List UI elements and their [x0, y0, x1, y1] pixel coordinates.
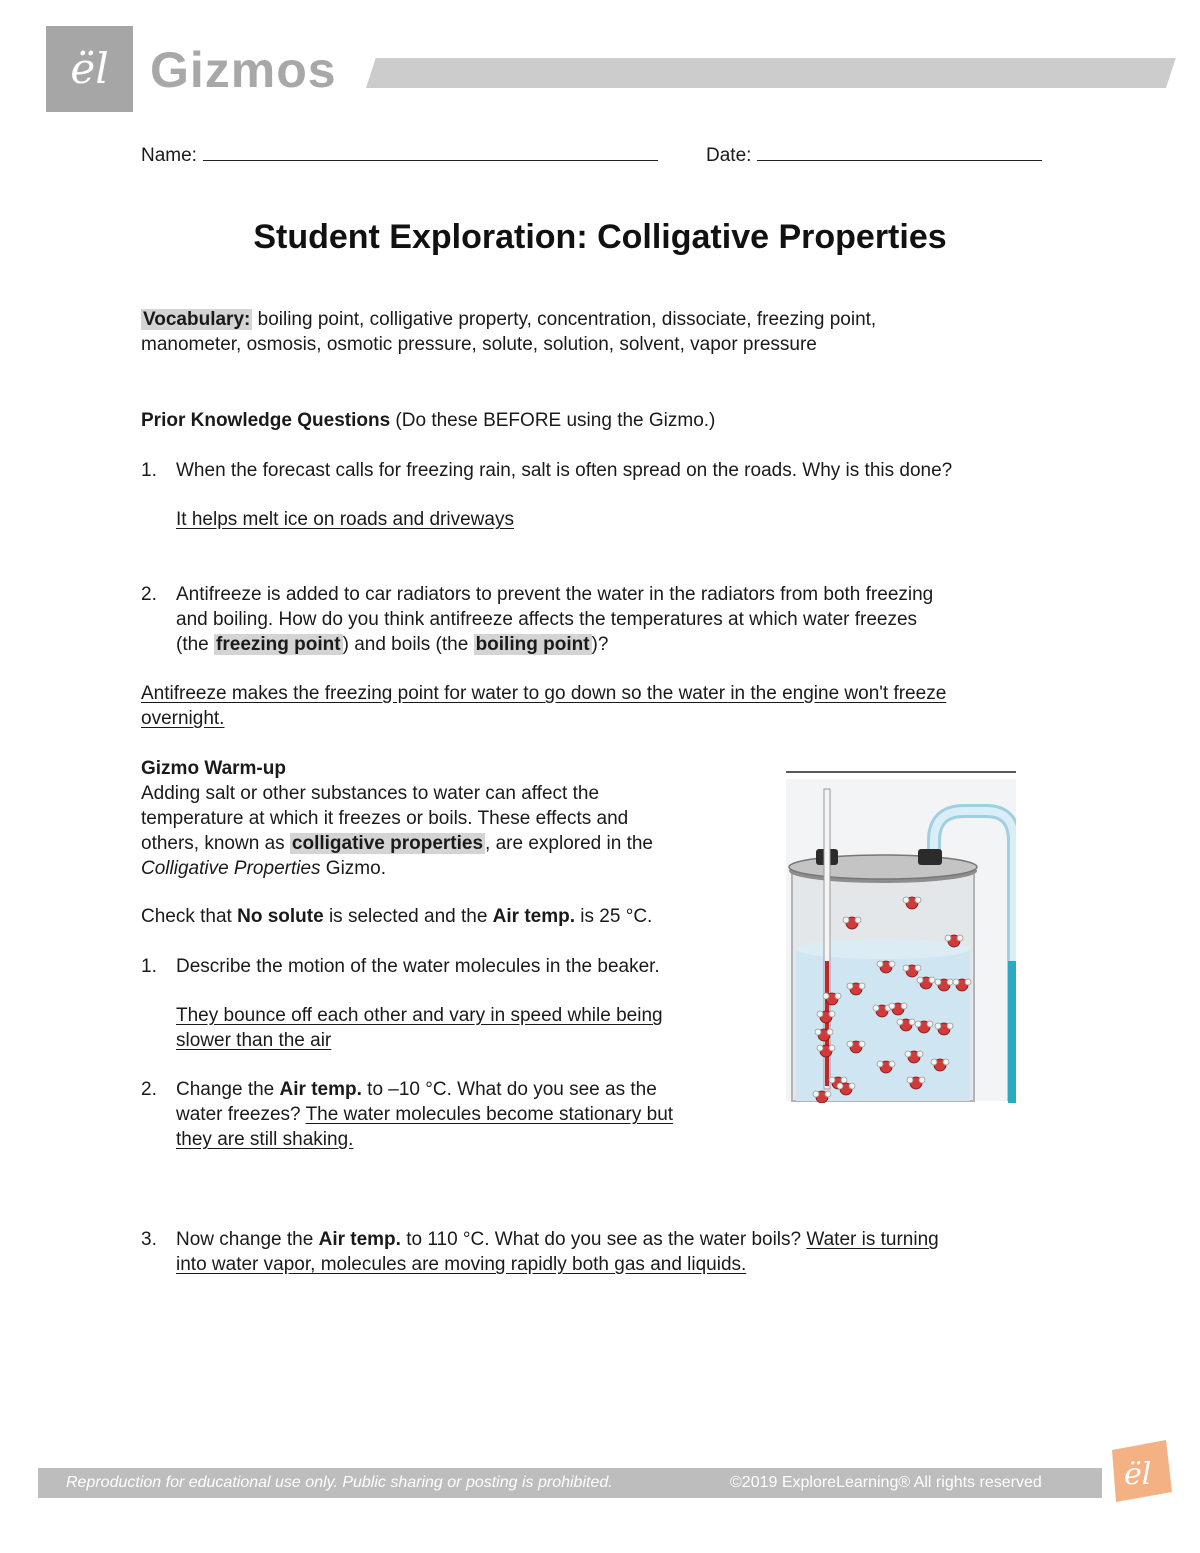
date-blank[interactable]	[757, 142, 1042, 161]
warmup-heading: Gizmo Warm-up	[141, 758, 286, 779]
hydrogen-atom	[915, 965, 921, 971]
hydrogen-atom	[897, 1019, 903, 1025]
hydrogen-atom	[915, 897, 921, 903]
warmup-answer-1[interactable]	[176, 1003, 756, 1053]
warmup-question-1	[141, 954, 781, 984]
hydrogen-atom	[849, 1083, 855, 1089]
prior-question-2	[141, 582, 1081, 662]
question-text: Change the	[176, 1079, 280, 1100]
prior-question-1	[141, 458, 1081, 488]
hydrogen-atom	[927, 1021, 933, 1027]
name-field	[141, 142, 658, 169]
date-field	[706, 142, 1042, 169]
hydrogen-atom	[917, 1051, 923, 1057]
answer-line: overnight.	[141, 708, 225, 729]
prior-heading	[141, 408, 1071, 433]
hydrogen-atom	[829, 1011, 835, 1017]
question-text: water freezes?	[176, 1104, 306, 1125]
hydrogen-atom	[877, 1061, 883, 1067]
question-line: and boiling. How do you think antifreeze affects the temperatures at which water freezes	[176, 609, 918, 630]
question-line: )?	[591, 634, 609, 655]
hydrogen-atom	[859, 983, 865, 989]
hydrogen-atom	[815, 1029, 821, 1035]
hydrogen-atom	[903, 965, 909, 971]
hydrogen-atom	[935, 1023, 941, 1029]
hydrogen-atom	[935, 979, 941, 985]
no-solute-term: No solute	[237, 906, 324, 927]
header-bar	[366, 58, 1176, 88]
prior-answer-1[interactable]: It helps melt ice on roads and driveways	[176, 509, 514, 530]
answer-line: They bounce off each other and vary in speed while being	[176, 1005, 663, 1026]
check-text: is selected and the	[323, 906, 493, 927]
logo-text: ël	[1124, 1457, 1152, 1492]
gizmos-logo: ël	[46, 26, 133, 112]
date-label: Date:	[706, 145, 752, 166]
term-boiling-point: boiling point	[475, 634, 590, 655]
name-blank[interactable]	[203, 142, 658, 161]
question-number: 3.	[141, 1229, 157, 1250]
warmup-answer-2[interactable]: The water molecules become stationary but	[305, 1104, 674, 1125]
hydrogen-atom	[917, 977, 923, 983]
footer-notice: Reproduction for educational use only. Public sharing or posting is prohibited.	[66, 1474, 613, 1491]
question-line: Antifreeze is added to car radiators to prevent the water in the radiators from both freezing	[176, 584, 934, 605]
hydrogen-atom	[931, 1059, 937, 1065]
answer-line: slower than the air	[176, 1030, 332, 1051]
answer-line: Antifreeze makes the freezing point for water to go down so the water in the engine won't freeze	[141, 683, 947, 704]
hydrogen-atom	[907, 1077, 913, 1083]
warmup-line: , are explored in the	[485, 833, 653, 854]
warmup-intro	[141, 756, 741, 881]
warmup-line: Gizmo.	[320, 858, 386, 879]
hydrogen-atom	[909, 1019, 915, 1025]
hydrogen-atom	[889, 1003, 895, 1009]
hydrogen-atom	[915, 1021, 921, 1027]
vocabulary-line2: manometer, osmosis, osmotic pressure, solute, solution, solvent, vapor pressure	[141, 334, 817, 355]
page-title: Student Exploration: Colligative Properties	[253, 218, 947, 256]
check-text: is 25 °C.	[575, 906, 653, 927]
air-temp-term: Air temp.	[318, 1229, 401, 1250]
question-line: (the	[176, 634, 215, 655]
question-number: 1.	[141, 460, 157, 481]
brand-name: Gizmos	[150, 42, 337, 98]
question-text: When the forecast calls for freezing rain, salt is often spread on the roads. Why is this done?	[176, 460, 953, 481]
hydrogen-atom	[847, 1041, 853, 1047]
hydrogen-atom	[943, 1059, 949, 1065]
warmup-question-2	[141, 1077, 781, 1157]
hydrogen-atom	[905, 1051, 911, 1057]
hydrogen-atom	[947, 979, 953, 985]
vocabulary-line1: boiling point, colligative property, concentration, dissociate, freezing point,	[252, 309, 877, 330]
explorelearning-logo	[1106, 1440, 1172, 1502]
question-number: 2.	[141, 584, 157, 605]
hydrogen-atom	[903, 897, 909, 903]
hydrogen-atom	[825, 1091, 831, 1097]
hydrogen-atom	[829, 1045, 835, 1051]
question-text: Now change the	[176, 1229, 319, 1250]
warmup-line: others, known as	[141, 833, 290, 854]
hydrogen-atom	[929, 977, 935, 983]
hydrogen-atom	[855, 917, 861, 923]
name-label: Name:	[141, 145, 197, 166]
warmup-answer-3[interactable]: Water is turning	[806, 1229, 939, 1250]
prior-heading-note: (Do these BEFORE using the Gizmo.)	[390, 410, 716, 431]
question-text: to –10 °C. What do you see as the	[361, 1079, 657, 1100]
question-line: ) and boils (the	[342, 634, 474, 655]
question-text: Describe the motion of the water molecules in the beaker.	[176, 956, 660, 977]
warmup-check	[141, 904, 781, 929]
warmup-line: temperature at which it freezes or boils. These effects and	[141, 808, 629, 829]
hydrogen-atom	[953, 979, 959, 985]
hydrogen-atom	[947, 1023, 953, 1029]
hydrogen-atom	[837, 1083, 843, 1089]
hydrogen-atom	[813, 1091, 819, 1097]
hydrogen-atom	[859, 1041, 865, 1047]
hydrogen-atom	[835, 993, 841, 999]
hydrogen-atom	[901, 1003, 907, 1009]
hydrogen-atom	[817, 1045, 823, 1051]
hydrogen-atom	[823, 993, 829, 999]
hydrogen-atom	[873, 1005, 879, 1011]
air-temp-term: Air temp.	[279, 1079, 362, 1100]
prior-heading-title: Prior Knowledge Questions	[141, 410, 391, 431]
question-number: 2.	[141, 1079, 157, 1100]
vocabulary-label: Vocabulary:	[143, 309, 251, 330]
warmup-answer-2-cont[interactable]: they are still shaking.	[176, 1129, 354, 1150]
warmup-question-3	[141, 1227, 1081, 1287]
footer-copyright: ©2019 ExploreLearning® All rights reserved	[730, 1474, 1042, 1491]
question-text: to 110 °C. What do you see as the water boils?	[400, 1229, 807, 1250]
hydrogen-atom	[827, 1029, 833, 1035]
hydrogen-atom	[889, 961, 895, 967]
hydrogen-atom	[957, 935, 963, 941]
vocabulary	[141, 307, 1071, 357]
hydrogen-atom	[919, 1077, 925, 1083]
hydrogen-atom	[965, 979, 971, 985]
warmup-answer-3-cont[interactable]: into water vapor, molecules are moving rapidly both gas and liquids.	[176, 1254, 747, 1275]
hydrogen-atom	[847, 983, 853, 989]
gizmo-name: Colligative Properties	[141, 858, 321, 879]
hydrogen-atom	[841, 1077, 847, 1083]
hydrogen-atom	[829, 1077, 835, 1083]
question-number: 1.	[141, 956, 157, 977]
check-text: Check that	[141, 906, 238, 927]
hydrogen-atom	[817, 1011, 823, 1017]
term-freezing-point: freezing point	[216, 634, 341, 655]
warmup-line: Adding salt or other substances to water can affect the	[141, 783, 600, 804]
hydrogen-atom	[889, 1061, 895, 1067]
hydrogen-atom	[945, 935, 951, 941]
hydrogen-atom	[843, 917, 849, 923]
term-colligative-properties: colligative properties	[291, 833, 484, 854]
beaker-figure	[786, 771, 1016, 1103]
air-temp-term: Air temp.	[492, 906, 576, 927]
prior-answer-2[interactable]	[141, 681, 1071, 731]
hydrogen-atom	[877, 961, 883, 967]
